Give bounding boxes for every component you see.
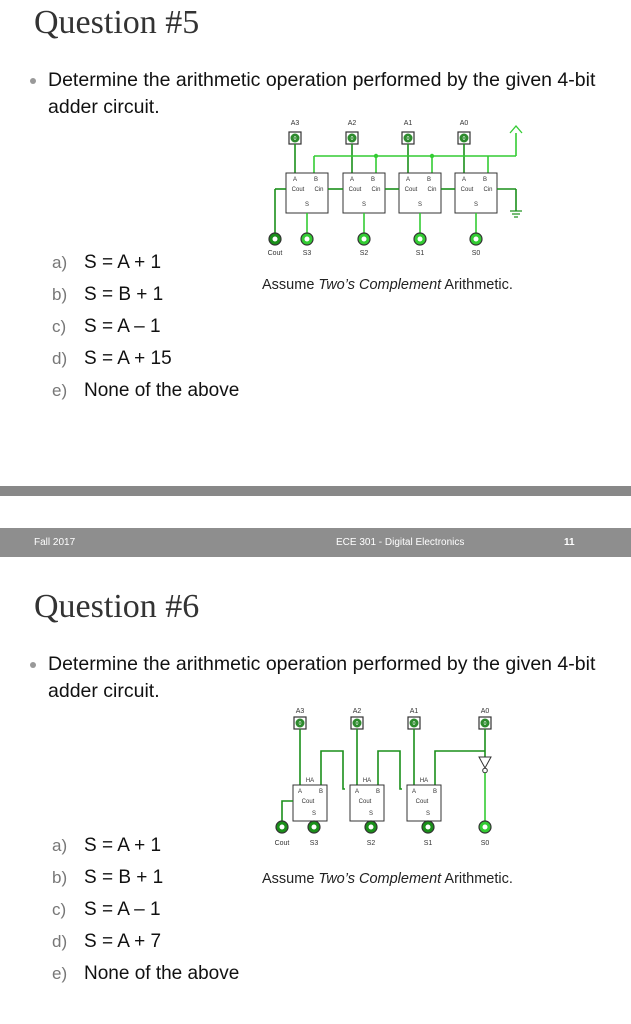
svg-text:S: S bbox=[417, 202, 423, 208]
svg-text:Cout: Cout bbox=[301, 799, 315, 805]
footer-course: ECE 301 - Digital Electronics bbox=[336, 537, 465, 548]
output-label-s1: S1 bbox=[415, 250, 425, 257]
svg-text:B: B bbox=[432, 789, 438, 795]
answer-option[interactable]: e) None of the above bbox=[52, 380, 240, 401]
vcc-icon bbox=[510, 126, 522, 133]
svg-text:0: 0 bbox=[462, 136, 466, 142]
svg-text:0: 0 bbox=[412, 721, 416, 727]
input-label-a1: A1 bbox=[403, 120, 413, 127]
output-label-s0: S0 bbox=[480, 840, 490, 847]
input-label-a3: A3 bbox=[290, 120, 300, 127]
output-label-s2: S2 bbox=[359, 250, 369, 257]
slide-question-5 bbox=[0, 0, 631, 486]
svg-text:Cin: Cin bbox=[483, 187, 493, 193]
output-label-s0: S0 bbox=[471, 250, 481, 257]
footer-term: Fall 2017 bbox=[34, 537, 76, 548]
svg-text:B: B bbox=[375, 789, 381, 795]
input-label-a3: A3 bbox=[295, 708, 305, 715]
assumption-note: Assume Two’s Complement Arithmetic. bbox=[262, 277, 513, 293]
answer-option[interactable]: d) S = A + 7 bbox=[52, 931, 162, 952]
input-label-a1: A1 bbox=[409, 708, 419, 715]
svg-text:Cout: Cout bbox=[415, 799, 429, 805]
svg-text:0: 0 bbox=[483, 721, 487, 727]
question-5-title: Question #5 bbox=[34, 4, 200, 41]
svg-text:Cin: Cin bbox=[314, 187, 324, 193]
svg-text:B: B bbox=[370, 177, 376, 183]
output-label-s1: S1 bbox=[423, 840, 433, 847]
not-gate-icon bbox=[479, 757, 491, 768]
slide-footer bbox=[0, 528, 631, 557]
output-label-s3: S3 bbox=[309, 840, 319, 847]
output-label-s3: S3 bbox=[302, 250, 312, 257]
svg-text:Cout: Cout bbox=[358, 799, 372, 805]
input-label-a0: A0 bbox=[480, 708, 490, 715]
svg-text:A: A bbox=[292, 177, 298, 183]
svg-text:A: A bbox=[297, 789, 303, 795]
svg-text:A: A bbox=[411, 789, 417, 795]
svg-text:0: 0 bbox=[293, 136, 297, 142]
footer-page-number: 11 bbox=[564, 537, 575, 548]
svg-text:Cout: Cout bbox=[460, 187, 474, 193]
question-5-prompt: Determine the arithmetic operation performed by the given 4-bit adder circuit. bbox=[48, 69, 596, 118]
slide-question-6 bbox=[0, 557, 631, 1024]
input-label-a0: A0 bbox=[459, 120, 469, 127]
svg-text:HA: HA bbox=[419, 778, 429, 784]
answer-option[interactable]: a) S = A + 1 bbox=[52, 835, 162, 856]
answer-option[interactable]: a) S = A + 1 bbox=[52, 252, 162, 273]
answer-option[interactable]: b) S = B + 1 bbox=[52, 867, 164, 888]
svg-text:S: S bbox=[368, 811, 374, 817]
output-label-cout: Cout bbox=[267, 250, 283, 257]
slide-divider bbox=[0, 486, 631, 496]
svg-text:B: B bbox=[318, 789, 324, 795]
svg-text:B: B bbox=[313, 177, 319, 183]
question-6-title: Question #6 bbox=[34, 588, 200, 625]
answer-option[interactable]: e) None of the above bbox=[52, 963, 240, 984]
answer-option[interactable]: c) S = A – 1 bbox=[52, 899, 161, 920]
bullet-icon bbox=[30, 662, 36, 668]
svg-text:HA: HA bbox=[305, 778, 315, 784]
ground-icon bbox=[510, 211, 522, 217]
answer-list-q6 bbox=[52, 830, 239, 990]
question-6-prompt: Determine the arithmetic operation performed by the given 4-bit adder circuit. bbox=[48, 653, 596, 702]
svg-text:0: 0 bbox=[298, 721, 302, 727]
svg-text:Cout: Cout bbox=[404, 187, 418, 193]
svg-text:0: 0 bbox=[406, 136, 410, 142]
svg-text:A: A bbox=[461, 177, 467, 183]
svg-text:Cout: Cout bbox=[291, 187, 305, 193]
svg-text:0: 0 bbox=[355, 721, 359, 727]
answer-option[interactable]: d) S = A + 15 bbox=[52, 348, 172, 369]
svg-text:A: A bbox=[349, 177, 355, 183]
svg-text:S: S bbox=[361, 202, 367, 208]
input-label-a2: A2 bbox=[352, 708, 362, 715]
answer-option[interactable]: c) S = A – 1 bbox=[52, 316, 161, 337]
svg-text:Cin: Cin bbox=[427, 187, 437, 193]
svg-text:A: A bbox=[354, 789, 360, 795]
bullet-icon bbox=[30, 78, 36, 84]
svg-text:0: 0 bbox=[350, 136, 354, 142]
output-label-cout: Cout bbox=[274, 840, 290, 847]
svg-text:S: S bbox=[304, 202, 310, 208]
svg-text:B: B bbox=[482, 177, 488, 183]
adder-circuit-q5 bbox=[258, 115, 533, 263]
svg-text:A: A bbox=[405, 177, 411, 183]
svg-text:S: S bbox=[473, 202, 479, 208]
svg-text:S: S bbox=[311, 811, 317, 817]
assumption-note: Assume Two’s Complement Arithmetic. bbox=[262, 871, 513, 887]
answer-list-q5 bbox=[52, 247, 239, 407]
svg-text:Cin: Cin bbox=[371, 187, 381, 193]
adder-circuit-q6 bbox=[265, 703, 505, 855]
input-label-a2: A2 bbox=[347, 120, 357, 127]
output-label-s2: S2 bbox=[366, 840, 376, 847]
svg-text:Cout: Cout bbox=[348, 187, 362, 193]
answer-option[interactable]: b) S = B + 1 bbox=[52, 284, 164, 305]
svg-text:B: B bbox=[426, 177, 432, 183]
svg-text:S: S bbox=[425, 811, 431, 817]
svg-text:HA: HA bbox=[362, 778, 372, 784]
